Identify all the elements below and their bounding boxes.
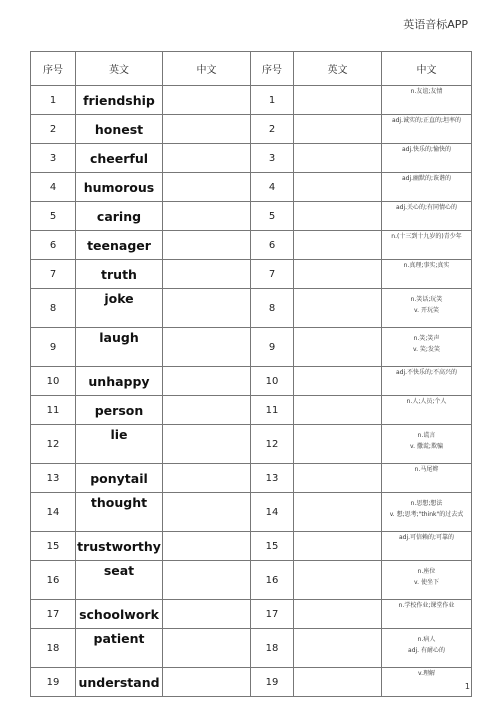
english-word: laugh (76, 328, 163, 367)
vocabulary-table (30, 51, 472, 697)
table-row (31, 561, 472, 600)
english-blank-cell (294, 289, 382, 328)
meaning-line: n.学校作业;课堂作业 (398, 602, 455, 609)
row-index: 13 (31, 464, 76, 493)
english-word: cheerful (76, 144, 163, 173)
english-word: seat (76, 561, 163, 600)
english-word: schoolwork (76, 600, 163, 629)
table-row (31, 532, 472, 561)
meaning-line: v. 笑;发笑 (413, 346, 440, 353)
table-row (31, 144, 472, 173)
chinese-blank-cell (163, 464, 251, 493)
table-row (31, 289, 472, 328)
row-index-2: 17 (251, 600, 294, 629)
row-index-2: 14 (251, 493, 294, 532)
chinese-blank-cell (163, 668, 251, 697)
app-title: 英语音标APP (403, 18, 468, 31)
meaning-line: adj.诚实的;正直的;坦率的 (391, 117, 462, 124)
row-index-2: 16 (251, 561, 294, 600)
english-word: joke (76, 289, 163, 328)
table-row (31, 173, 472, 202)
table-row (31, 231, 472, 260)
row-index-2: 12 (251, 425, 294, 464)
chinese-meaning (382, 367, 472, 396)
chinese-blank-cell (163, 86, 251, 115)
row-index: 14 (31, 493, 76, 532)
table-row (31, 115, 472, 144)
column-header-chinese-2: 中文 (382, 52, 472, 86)
column-header-index-2: 序号 (251, 52, 294, 86)
english-word: trustworthy (76, 532, 163, 561)
english-blank-cell (294, 173, 382, 202)
chinese-meaning (382, 328, 472, 367)
column-header-index: 序号 (31, 52, 76, 86)
english-word: understand (76, 668, 163, 697)
chinese-meaning (382, 561, 472, 600)
english-blank-cell (294, 464, 382, 493)
english-blank-cell (294, 367, 382, 396)
row-index-2: 11 (251, 396, 294, 425)
english-blank-cell (294, 231, 382, 260)
row-index: 3 (31, 144, 76, 173)
row-index: 6 (31, 231, 76, 260)
meaning-line: n.笑;笑声 (413, 335, 440, 342)
table-row (31, 328, 472, 367)
chinese-meaning (382, 396, 472, 425)
english-word: ponytail (76, 464, 163, 493)
chinese-meaning (382, 493, 472, 532)
row-index-2: 18 (251, 629, 294, 668)
row-index-2: 3 (251, 144, 294, 173)
english-word: unhappy (76, 367, 163, 396)
english-word: honest (76, 115, 163, 144)
meaning-line: adj.可信赖的;可靠的 (398, 534, 455, 541)
row-index: 11 (31, 396, 76, 425)
english-word: lie (76, 425, 163, 464)
row-index: 16 (31, 561, 76, 600)
row-index-2: 5 (251, 202, 294, 231)
chinese-meaning (382, 173, 472, 202)
row-index-2: 13 (251, 464, 294, 493)
row-index: 4 (31, 173, 76, 202)
meaning-line: n.笑话;玩笑 (410, 296, 443, 303)
chinese-blank-cell (163, 173, 251, 202)
english-blank-cell (294, 425, 382, 464)
meaning-line: n.病人 (417, 636, 436, 643)
meaning-line: v. 开玩笑 (414, 307, 439, 314)
row-index-2: 6 (251, 231, 294, 260)
table-row (31, 668, 472, 697)
english-word: patient (76, 629, 163, 668)
chinese-blank-cell (163, 561, 251, 600)
column-header-chinese: 中文 (163, 52, 251, 86)
table-row (31, 600, 472, 629)
table-row (31, 260, 472, 289)
english-blank-cell (294, 202, 382, 231)
row-index-2: 15 (251, 532, 294, 561)
row-index-2: 9 (251, 328, 294, 367)
chinese-meaning (382, 260, 472, 289)
meaning-line: n.马尾辫 (414, 466, 439, 473)
meaning-line: adj.关心的;有同情心的 (395, 204, 458, 211)
english-word: friendship (76, 86, 163, 115)
english-blank-cell (294, 629, 382, 668)
chinese-blank-cell (163, 425, 251, 464)
row-index: 8 (31, 289, 76, 328)
meaning-line: v. 撒谎;欺骗 (410, 443, 443, 450)
chinese-blank-cell (163, 328, 251, 367)
meaning-line: n.人;人员;个人 (406, 398, 447, 405)
english-word: humorous (76, 173, 163, 202)
chinese-meaning (382, 629, 472, 668)
table-row (31, 493, 472, 532)
chinese-blank-cell (163, 144, 251, 173)
meaning-line: v. 使坐下 (414, 579, 439, 586)
chinese-blank-cell (163, 493, 251, 532)
chinese-blank-cell (163, 600, 251, 629)
row-index-2: 1 (251, 86, 294, 115)
table-header-row (31, 52, 472, 86)
meaning-line: v.理解 (418, 670, 435, 677)
chinese-meaning (382, 532, 472, 561)
row-index: 17 (31, 600, 76, 629)
row-index-2: 19 (251, 668, 294, 697)
table-row (31, 86, 472, 115)
chinese-meaning (382, 86, 472, 115)
row-index: 9 (31, 328, 76, 367)
meaning-line: n.谎言 (417, 432, 436, 439)
english-blank-cell (294, 144, 382, 173)
english-word: teenager (76, 231, 163, 260)
row-index-2: 8 (251, 289, 294, 328)
chinese-meaning (382, 668, 472, 697)
chinese-meaning (382, 600, 472, 629)
row-index-2: 4 (251, 173, 294, 202)
english-blank-cell (294, 600, 382, 629)
english-word: truth (76, 260, 163, 289)
column-header-english-2: 英文 (294, 52, 382, 86)
meaning-line: n.友谊;友情 (410, 88, 443, 95)
table-row (31, 464, 472, 493)
chinese-meaning (382, 144, 472, 173)
table-row (31, 367, 472, 396)
chinese-blank-cell (163, 396, 251, 425)
meaning-line: adj.不快乐的;不高兴的 (395, 369, 458, 376)
english-blank-cell (294, 668, 382, 697)
table-row (31, 425, 472, 464)
english-blank-cell (294, 561, 382, 600)
english-blank-cell (294, 86, 382, 115)
meaning-line: adj.快乐的;愉快的 (401, 146, 452, 153)
chinese-meaning (382, 289, 472, 328)
english-blank-cell (294, 115, 382, 144)
chinese-blank-cell (163, 629, 251, 668)
meaning-line: n.(十三到十九岁的)青少年 (391, 233, 462, 240)
meaning-line: adj.幽默的;诙谐的 (401, 175, 452, 182)
chinese-meaning (382, 464, 472, 493)
english-blank-cell (294, 328, 382, 367)
row-index: 10 (31, 367, 76, 396)
row-index-2: 2 (251, 115, 294, 144)
english-blank-cell (294, 260, 382, 289)
row-index: 2 (31, 115, 76, 144)
english-word: person (76, 396, 163, 425)
english-blank-cell (294, 396, 382, 425)
english-blank-cell (294, 532, 382, 561)
english-blank-cell (294, 493, 382, 532)
table-row (31, 396, 472, 425)
row-index: 19 (31, 668, 76, 697)
row-index: 15 (31, 532, 76, 561)
english-word: thought (76, 493, 163, 532)
row-index: 12 (31, 425, 76, 464)
meaning-line: v. 想;思考;"think"的过去式 (389, 511, 464, 518)
chinese-blank-cell (163, 367, 251, 396)
table-body (31, 86, 472, 697)
row-index: 1 (31, 86, 76, 115)
chinese-blank-cell (163, 532, 251, 561)
column-header-english: 英文 (76, 52, 163, 86)
english-word: caring (76, 202, 163, 231)
row-index-2: 10 (251, 367, 294, 396)
page-number: 1 (464, 682, 470, 691)
meaning-line: n.座位 (417, 568, 436, 575)
meaning-line: n.思想;想法 (410, 500, 443, 507)
row-index: 18 (31, 629, 76, 668)
row-index: 7 (31, 260, 76, 289)
chinese-meaning (382, 115, 472, 144)
meaning-line: n.真理;事实;真实 (403, 262, 450, 269)
chinese-meaning (382, 425, 472, 464)
meaning-line: adj. 有耐心的 (408, 647, 445, 654)
chinese-meaning (382, 231, 472, 260)
chinese-meaning (382, 202, 472, 231)
chinese-blank-cell (163, 260, 251, 289)
row-index-2: 7 (251, 260, 294, 289)
chinese-blank-cell (163, 202, 251, 231)
table-row (31, 629, 472, 668)
chinese-blank-cell (163, 115, 251, 144)
row-index: 5 (31, 202, 76, 231)
chinese-blank-cell (163, 289, 251, 328)
table-row (31, 202, 472, 231)
chinese-blank-cell (163, 231, 251, 260)
